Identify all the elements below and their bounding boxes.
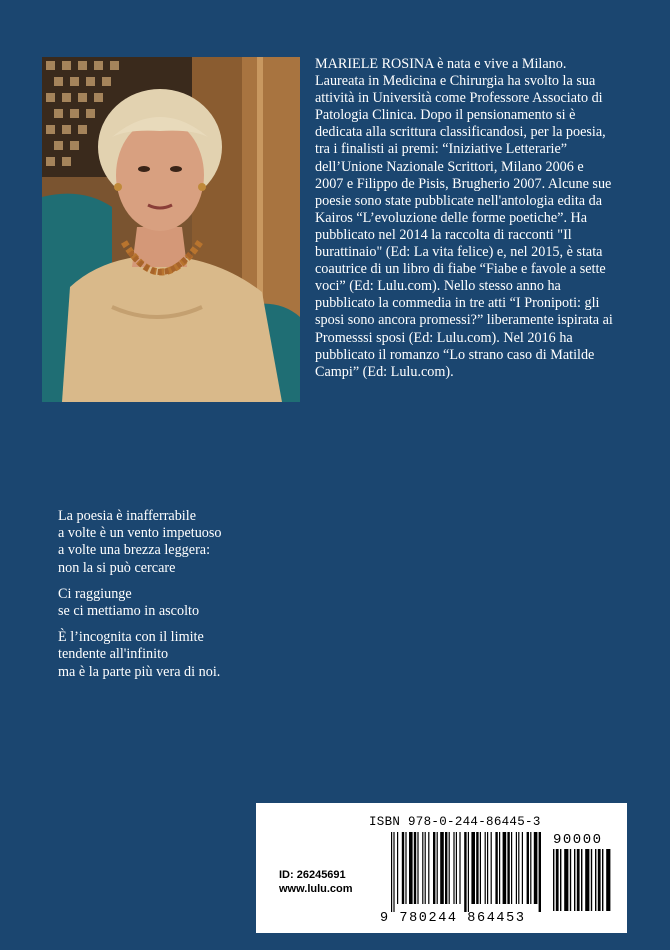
poem-stanza <box>58 629 318 681</box>
author-photo <box>42 57 300 402</box>
poem-stanza <box>58 586 318 620</box>
poem-line: È l’incognita con il limite <box>58 629 204 646</box>
price-addon-digits: 90000 <box>553 832 603 848</box>
poem-line: non la si può cercare <box>58 559 176 576</box>
barcode-label <box>256 803 627 933</box>
poem-line: a volte è un vento impetuoso <box>58 525 222 542</box>
poem-line: ma è la parte più vera di noi. <box>58 663 221 680</box>
ean-barcode-bars <box>391 832 541 912</box>
isbn-label: ISBN 978-0-244-86445-3 <box>369 815 541 829</box>
addon-barcode-bars <box>553 849 611 919</box>
author-biography: MARIELE ROSINA è nata e vive a Milano. Laureata in Medicina e Chirurgia ha svolto la sua attività in Università come Professore Associato di Patologia Clinica. Dopo il pensionamento si è dedicata alla scrittura classificandosi, per la poesia, tra i finalisti ai premi: “Iniziative Letterarie” dell’Unione Nazionale Scrittori, Milano 2006 e 2007 e Filippo de Pisis, Brugherio 2007. Alcune sue poesie sono state pubblicate nell'antologia edita da Kairos “L’evoluzione delle forme poetiche”. Ha pubblicato nel 2014 la raccolta di racconti "Il burattinaio" (Ed: La vita felice) e, nel 2015, è stata coautrice di un libro di fiabe “Fiabe e favole a sette voci” (Ed: Lulu.com). Nello stesso anno ha pubblicato la commedia in tre atti “I Pronipoti: gli sposi sono ancora promessi?” liberamente ispirata ai Promesssi sposi (Ed: Lulu.com). Nel 2016 ha pubblicato il romanzo “Lo strano caso di Matilde Campi” (Ed: Lulu.com). <box>315 56 613 380</box>
ean-digits: 9 780244 864453 <box>380 911 526 926</box>
poem-line: a volte una brezza leggera: <box>58 542 211 559</box>
publisher-id: ID: 26245691 <box>279 869 346 881</box>
publisher-website: www.lulu.com <box>279 883 353 895</box>
publisher-id-block <box>279 868 353 896</box>
poem-line: tendente all'infinito <box>58 646 169 663</box>
poem-line: La poesia è inafferrabile <box>58 508 196 524</box>
poem <box>58 508 318 690</box>
poem-line: se ci mettiamo in ascolto <box>58 603 200 620</box>
poem-stanza <box>58 508 318 577</box>
poem-line: Ci raggiunge <box>58 585 132 602</box>
